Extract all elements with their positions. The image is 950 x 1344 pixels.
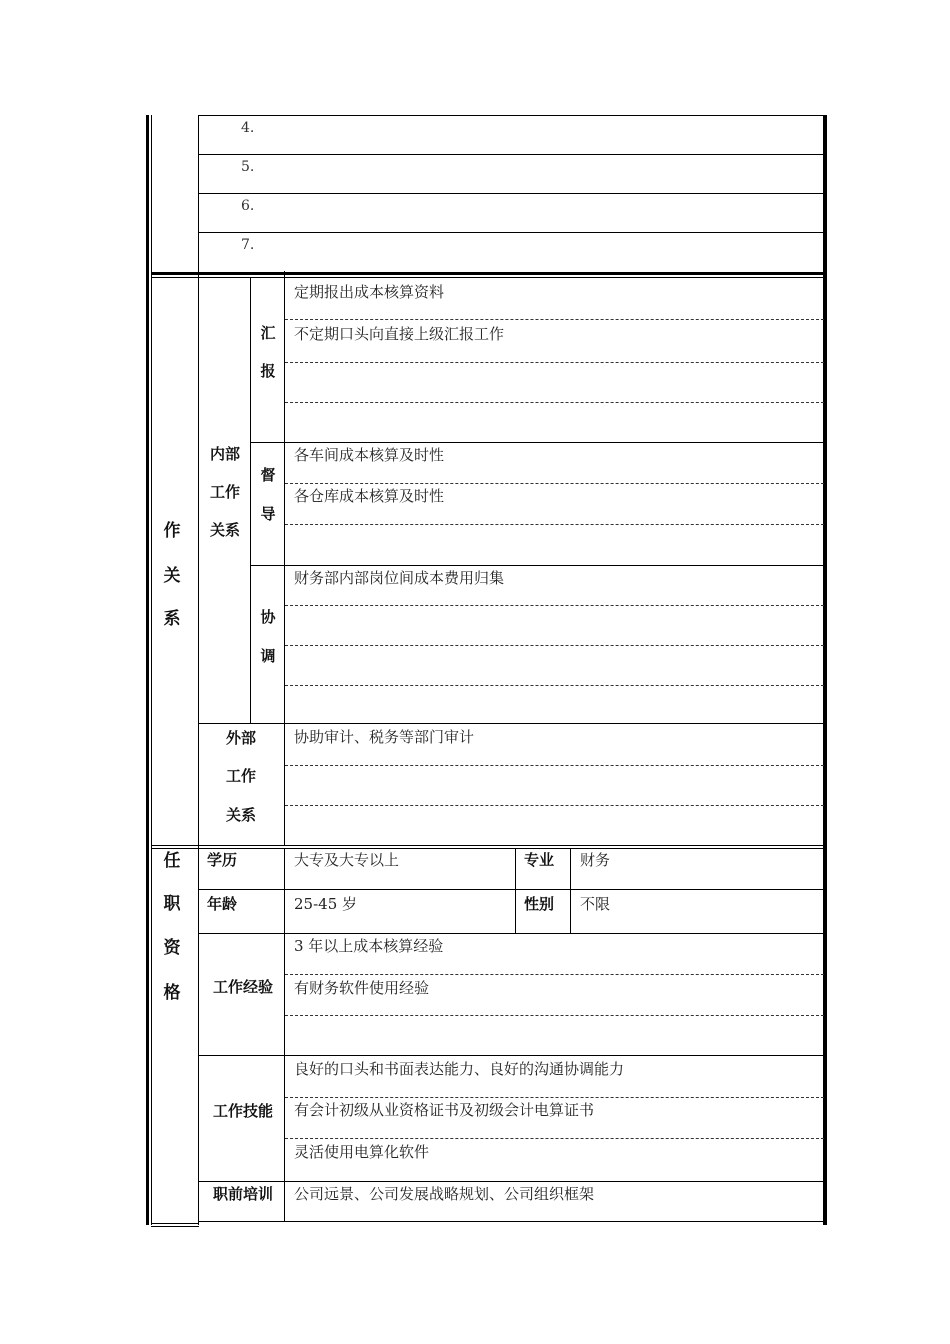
gender-value: 不限	[580, 895, 611, 913]
gender-label: 性别	[524, 895, 555, 913]
bottom-border	[151, 1223, 199, 1224]
supervise-line: 各仓库成本核算及时性	[294, 487, 445, 505]
supervise-label: 导	[260, 505, 276, 523]
training-value: 公司远景、公司发展战略规划、公司组织框架	[294, 1185, 595, 1203]
experience-line: 3 年以上成本核算经验	[294, 937, 444, 955]
major-value: 财务	[580, 851, 611, 869]
education-label: 学历	[207, 851, 238, 869]
label-column-divider	[198, 115, 199, 1225]
major-label: 专业	[524, 851, 555, 869]
section-title-char: 系	[163, 609, 181, 629]
internal-relations-label: 工作	[209, 483, 240, 501]
training-label: 职前培训	[212, 1185, 273, 1203]
bottom-border-2	[151, 1226, 199, 1227]
duty-row-number: 4.	[241, 120, 255, 136]
education-value: 大专及大专以上	[294, 851, 400, 869]
supervise-label: 督	[260, 466, 276, 484]
external-relations-label: 工作	[225, 767, 256, 785]
skills-line: 有会计初级从业资格证书及初级会计电算证书	[294, 1101, 595, 1119]
report-label: 报	[260, 362, 276, 380]
skills-line: 良好的口头和书面表达能力、良好的沟通协调能力	[294, 1060, 625, 1078]
section-title-char: 资	[163, 938, 181, 958]
supervise-line: 各车间成本核算及时性	[294, 446, 445, 464]
section-title-char: 关	[163, 566, 181, 586]
section-title-char: 职	[163, 894, 181, 914]
coordinate-line: 财务部内部岗位间成本费用归集	[294, 569, 505, 587]
report-line: 不定期口头向直接上级汇报工作	[294, 325, 505, 343]
duty-row-number: 7.	[241, 237, 255, 253]
experience-line: 有财务软件使用经验	[294, 979, 430, 997]
external-line: 协助审计、税务等部门审计	[294, 728, 475, 746]
coordinate-label: 调	[260, 647, 276, 665]
internal-relations-label: 关系	[209, 521, 240, 539]
left-border-inner	[151, 115, 152, 1225]
experience-label: 工作经验	[212, 978, 273, 996]
left-border	[146, 115, 149, 1225]
age-label: 年龄	[207, 895, 238, 913]
duty-row-number: 5.	[241, 159, 255, 175]
age-value: 25-45 岁	[294, 895, 358, 913]
coordinate-label: 协	[260, 608, 276, 626]
section-title-char: 作	[163, 521, 181, 541]
section-separator	[151, 845, 825, 846]
section-title-char: 任	[163, 851, 181, 871]
report-label: 汇	[260, 324, 276, 342]
duty-row-number: 6.	[241, 198, 255, 214]
external-relations-label: 外部	[225, 729, 256, 747]
section-separator	[151, 272, 825, 275]
report-line: 定期报出成本核算资料	[294, 283, 445, 301]
section-title-char: 格	[163, 983, 181, 1003]
external-relations-label: 关系	[225, 806, 256, 824]
skills-label: 工作技能	[212, 1102, 273, 1120]
skills-line: 灵活使用电算化软件	[294, 1143, 430, 1161]
right-border	[823, 115, 827, 1225]
internal-relations-label: 内部	[209, 445, 240, 463]
